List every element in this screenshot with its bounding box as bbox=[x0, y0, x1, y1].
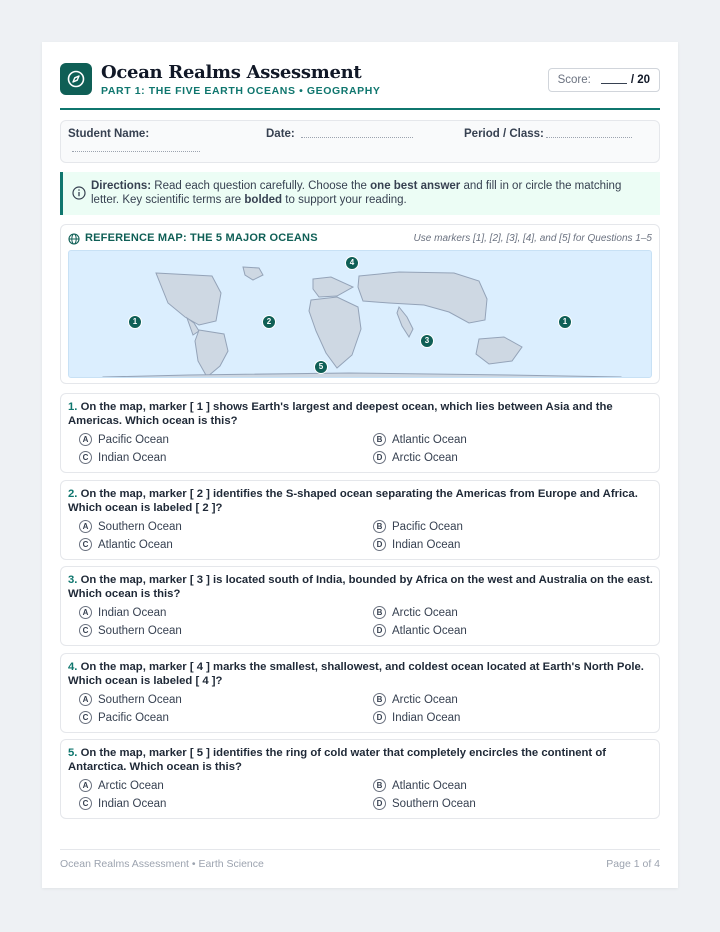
page-footer bbox=[60, 849, 660, 879]
australia-shape bbox=[476, 337, 522, 364]
period-field[interactable] bbox=[546, 137, 632, 138]
period-label: Period / Class: bbox=[464, 128, 544, 140]
info-icon bbox=[72, 186, 86, 200]
question-text: 1. On the map, marker [ 1 ] shows Earth's largest and deepest ocean, which lies between Asia and the Americas. Which ocean is this? bbox=[68, 401, 613, 427]
compass-icon bbox=[60, 63, 92, 95]
map-hint: Use markers [1], [2], [3], [4], and [5] for Questions 1–5 bbox=[413, 233, 652, 244]
question-text: 2. On the map, marker [ 2 ] identifies the S-shaped ocean separating the Americas from Europe and Africa. Which ocean is labeled [ 2 ]? bbox=[68, 488, 638, 514]
score-blank[interactable] bbox=[601, 76, 627, 84]
answer-option[interactable]: A Pacific Ocean bbox=[79, 433, 169, 446]
map-title: REFERENCE MAP: THE 5 MAJOR OCEANS bbox=[85, 232, 318, 244]
student-info-bar bbox=[60, 120, 660, 163]
student-name-field[interactable] bbox=[72, 151, 200, 152]
question-card bbox=[60, 739, 660, 819]
europe-shape bbox=[313, 277, 353, 297]
answer-option[interactable]: C Atlantic Ocean bbox=[79, 538, 173, 551]
page-header bbox=[60, 62, 660, 110]
answer-option[interactable]: B Atlantic Ocean bbox=[373, 779, 467, 792]
score-total: / 20 bbox=[630, 74, 650, 86]
north-america-shape bbox=[156, 273, 221, 325]
reference-map-panel bbox=[60, 224, 660, 384]
question-card bbox=[60, 480, 660, 560]
antarctica-shape bbox=[103, 373, 621, 378]
map-marker-1-east[interactable]: 1 bbox=[558, 315, 572, 329]
student-name-label: Student Name: bbox=[68, 128, 150, 140]
directions-text: Directions: Read each question carefully. Choose the one best answer and fill in or circle the matching letter. Key scientific terms are bolded to support your reading. bbox=[91, 180, 622, 206]
greenland-shape bbox=[243, 267, 263, 280]
answer-option[interactable]: A Indian Ocean bbox=[79, 606, 166, 619]
answer-option[interactable]: D Southern Ocean bbox=[373, 797, 476, 810]
score-label: Score: bbox=[557, 74, 591, 86]
answer-option[interactable]: C Indian Ocean bbox=[79, 797, 166, 810]
date-label: Date: bbox=[266, 128, 295, 140]
answer-option[interactable]: D Indian Ocean bbox=[373, 538, 460, 551]
globe-icon bbox=[68, 233, 80, 245]
answer-option[interactable]: B Atlantic Ocean bbox=[373, 433, 467, 446]
asia-shape bbox=[358, 272, 487, 323]
answer-option[interactable]: D Arctic Ocean bbox=[373, 451, 458, 464]
question-card bbox=[60, 653, 660, 733]
question-text: 3. On the map, marker [ 3 ] is located south of India, bounded by Africa on the west and Australia on the east. Which ocean is this? bbox=[68, 574, 653, 600]
map-marker-4[interactable]: 4 bbox=[345, 256, 359, 270]
world-map bbox=[68, 250, 652, 378]
answer-option[interactable]: A Southern Ocean bbox=[79, 693, 182, 706]
india-shape bbox=[397, 307, 413, 337]
answer-option[interactable]: A Southern Ocean bbox=[79, 520, 182, 533]
question-card bbox=[60, 566, 660, 646]
question-text: 4. On the map, marker [ 4 ] marks the smallest, shallowest, and coldest ocean located at Earth's North Pole. Which ocean is labeled [ 4 ]? bbox=[68, 661, 644, 687]
page-title: Ocean Realms Assessment bbox=[101, 62, 362, 83]
answer-option[interactable]: A Arctic Ocean bbox=[79, 779, 164, 792]
answer-option[interactable]: C Pacific Ocean bbox=[79, 711, 169, 724]
answer-option[interactable]: D Atlantic Ocean bbox=[373, 624, 467, 637]
page-subtitle: PART 1: THE FIVE EARTH OCEANS • GEOGRAPHY bbox=[101, 85, 381, 97]
footer-title: Ocean Realms Assessment • Earth Science bbox=[60, 858, 264, 870]
answer-option[interactable]: B Pacific Ocean bbox=[373, 520, 463, 533]
map-marker-5[interactable]: 5 bbox=[314, 360, 328, 374]
directions-box bbox=[60, 172, 660, 215]
question-text: 5. On the map, marker [ 5 ] identifies the ring of cold water that completely encircles the continent of Antarctica. Which ocean is this? bbox=[68, 747, 606, 773]
map-marker-2[interactable]: 2 bbox=[262, 315, 276, 329]
answer-option[interactable]: C Indian Ocean bbox=[79, 451, 166, 464]
answer-option[interactable]: B Arctic Ocean bbox=[373, 606, 458, 619]
worksheet-page bbox=[42, 42, 678, 888]
answer-option[interactable]: B Arctic Ocean bbox=[373, 693, 458, 706]
page-number: Page 1 of 4 bbox=[606, 858, 660, 870]
map-marker-3[interactable]: 3 bbox=[420, 334, 434, 348]
answer-option[interactable]: D Indian Ocean bbox=[373, 711, 460, 724]
africa-shape bbox=[309, 297, 361, 368]
question-card bbox=[60, 393, 660, 473]
map-marker-1-west[interactable]: 1 bbox=[128, 315, 142, 329]
score-box bbox=[548, 68, 660, 92]
date-field[interactable] bbox=[301, 137, 413, 138]
answer-option[interactable]: C Southern Ocean bbox=[79, 624, 182, 637]
south-america-shape bbox=[195, 330, 228, 377]
